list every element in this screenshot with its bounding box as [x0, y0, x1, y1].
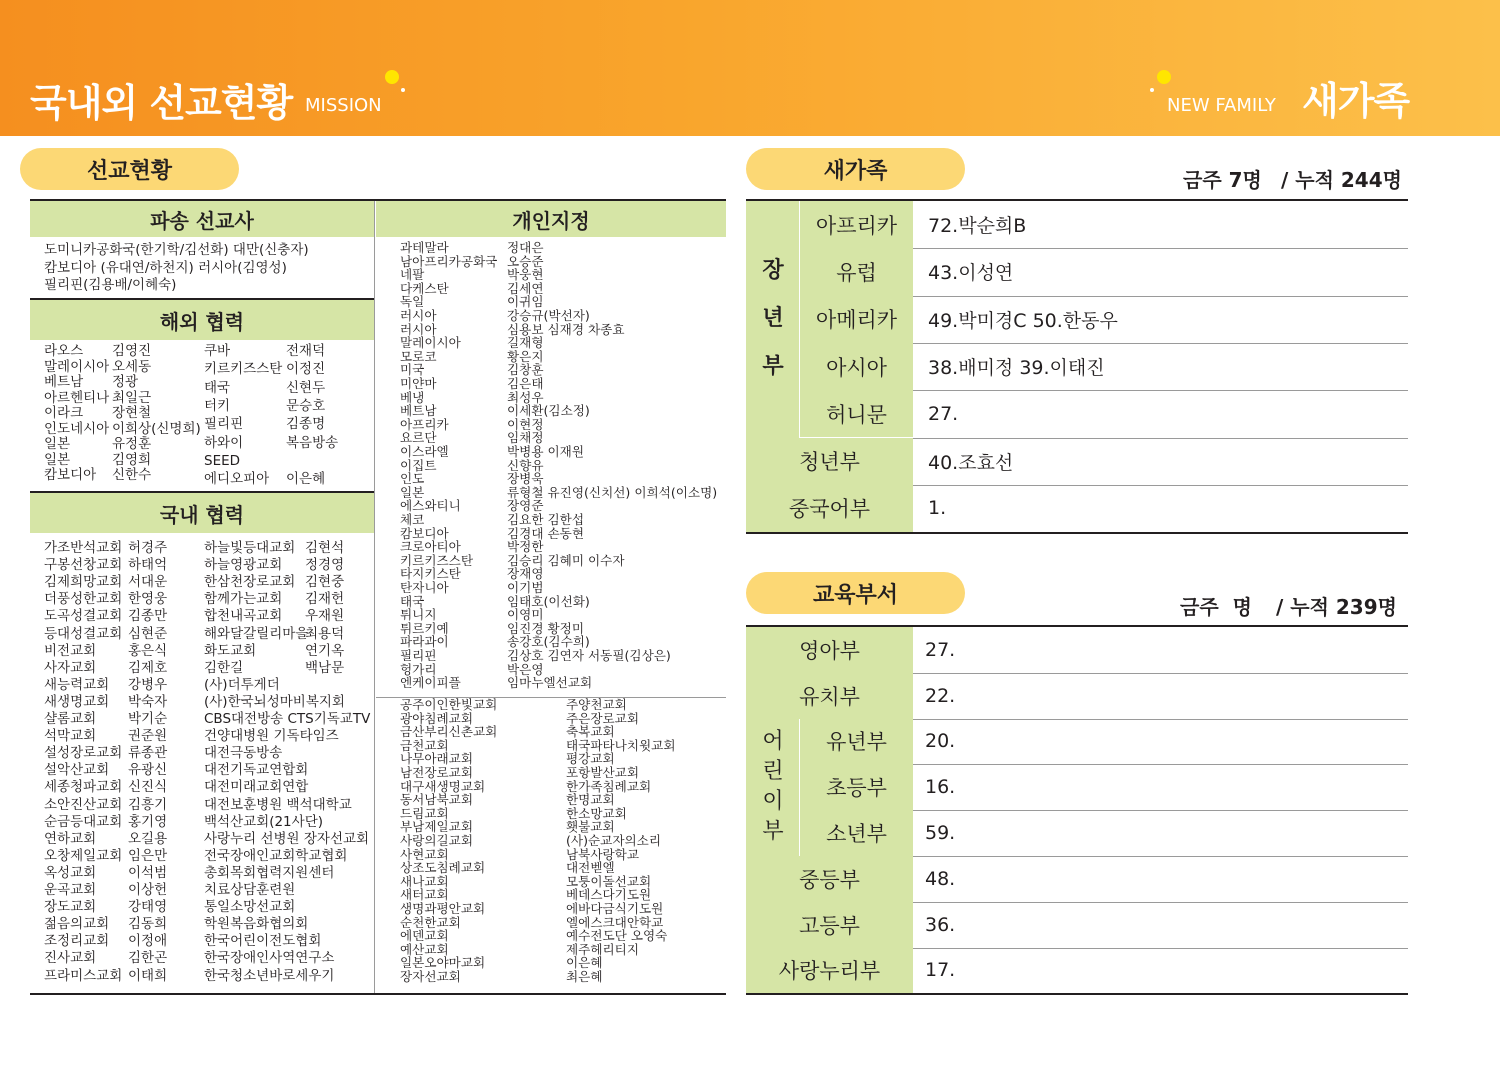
domestic-partner-person: 김현석 [305, 540, 345, 556]
personal-country: 탄자니아 [400, 580, 449, 595]
personal-missionary: 김경대 손동현 [507, 525, 584, 541]
domestic-partner: 함께가는교회 [204, 591, 283, 608]
personal-missionary: 임마누엘선교회 [507, 675, 593, 691]
education-row-label: 소년부 [800, 810, 913, 856]
domestic-partner: (사)한국뇌성마비복지회 [204, 693, 345, 710]
education-row-divider [913, 948, 1408, 949]
personal-missionary: 오승준 [507, 253, 544, 269]
personal-missionary: 이영미 [507, 607, 544, 623]
overseas-person: 문승호 [286, 397, 326, 414]
domestic-church: 새능력교회 [44, 676, 110, 693]
domestic-person: 홍기영 [128, 813, 168, 830]
personal-missionary: 김승리 김혜미 이수자 [507, 552, 625, 568]
personal-missionary: 이현정 [507, 416, 544, 432]
domestic-partner: 대전기독교연합회 [204, 762, 309, 779]
church-name: 동서남북교회 [400, 792, 473, 808]
domestic-church: 세종청파교회 [44, 779, 123, 796]
personal-country: 크로아티아 [400, 539, 461, 555]
overseas-country: 베트남 [44, 374, 84, 390]
new-family-row-label: 유럽 [800, 248, 913, 295]
overseas-person: 유정훈 [112, 436, 152, 452]
sent-missionary-line: 필리핀(김용배/이혜숙) [44, 277, 177, 293]
church-name: 예산교회 [400, 941, 449, 957]
domestic-church: 소안진산교회 [44, 796, 123, 813]
mission-bottom-rule [30, 993, 726, 995]
personal-country: 말레이시아 [400, 335, 461, 351]
education-row-value: 17. [925, 959, 956, 982]
domestic-person: 이정애 [128, 933, 168, 950]
personal-country: 헝가리 [400, 661, 437, 677]
personal-country: 이집트 [400, 457, 437, 473]
church-name: 평강교회 [566, 751, 615, 767]
education-row-label: 영아부 [746, 627, 913, 673]
overseas-person: 이은혜 [286, 471, 326, 488]
church-name: 대구새생명교회 [400, 778, 486, 794]
domestic-partner: 전국장애인교회학교협회 [204, 847, 348, 864]
personal-missionary: 신향유 [507, 457, 544, 473]
domestic-person: 이석범 [128, 864, 168, 881]
new-family-row-value: 40.조효선 [928, 451, 1014, 474]
domestic-church: 설성장로교회 [44, 745, 123, 762]
domestic-partner: 총회목회협력지원센터 [204, 864, 335, 881]
personal-country: 일본 [400, 484, 425, 500]
personal-designation-header: 개인지정 [376, 201, 726, 237]
church-name: 엘에스크대안학교 [566, 914, 664, 930]
education-row-label: 초등부 [800, 764, 913, 810]
domestic-church: 사자교회 [44, 659, 97, 676]
personal-country: 키르키즈스탄 [400, 552, 473, 568]
domestic-partner: 하늘영광교회 [204, 557, 283, 574]
domestic-person: 한영웅 [128, 591, 168, 608]
overseas-country: SEED [204, 452, 241, 469]
church-name: 장자선교회 [400, 969, 461, 984]
church-name: 광야침례교회 [400, 710, 473, 726]
new-family-row-value: 38.배미정 39.이태진 [928, 357, 1105, 380]
domestic-partner-person: 백남문 [305, 659, 345, 676]
education-row-value: 20. [925, 730, 956, 753]
domestic-person: 김동희 [128, 916, 168, 933]
education-row-divider [913, 810, 1408, 811]
domestic-church: 장도교회 [44, 899, 97, 916]
education-row-divider [913, 673, 1408, 674]
domestic-partner: 대전미래교회연합 [204, 779, 309, 796]
church-name: 제주헤리티지 [566, 941, 639, 957]
domestic-church: 진사교회 [44, 950, 97, 967]
personal-missionary: 장병욱 [507, 471, 544, 487]
domestic-church: 조정리교회 [44, 933, 110, 950]
domestic-partner: 건양대병원 기독타임즈 [204, 728, 339, 745]
personal-country: 파라과이 [400, 634, 449, 650]
overseas-country: 하와이 [204, 434, 244, 451]
overseas-country: 필리핀 [204, 416, 244, 433]
domestic-partner: 통일소망선교회 [204, 899, 296, 916]
personal-country: 타지키스탄 [400, 566, 461, 582]
church-name: 나무아래교회 [400, 751, 473, 767]
new-family-row-value: 49.박미경C 50.한동우 [928, 309, 1118, 332]
personal-country: 모로코 [400, 348, 437, 364]
personal-country: 튀니지 [400, 607, 437, 623]
personal-missionary: 임태호(이선화) [507, 593, 590, 609]
domestic-person: 강병우 [128, 676, 168, 693]
domestic-partner: 백석산교회(21사단) [204, 813, 323, 830]
church-name: 최은혜 [566, 969, 603, 984]
domestic-partner: 해와달갈릴리마을 [204, 625, 309, 642]
mission-column-divider [374, 201, 375, 993]
domestic-church: 프라미스교회 [44, 967, 123, 984]
church-name: 드림교회 [400, 805, 449, 821]
domestic-church: 운곡교회 [44, 882, 97, 898]
personal-missionary: 임진경 황정미 [507, 620, 584, 636]
overseas-person: 전재덕 [286, 343, 326, 359]
overseas-country: 태국 [204, 379, 231, 396]
personal-missionary: 이기범 [507, 580, 544, 595]
domestic-church: 도곡성결교회 [44, 608, 123, 625]
overseas-country: 에디오피아 [204, 471, 270, 488]
decor-dot-right-icon [1157, 70, 1171, 84]
domestic-partner: 사랑누리 선병원 장자선교회 [204, 830, 370, 847]
domestic-church: 순금등대교회 [44, 813, 123, 830]
mission-en-label: MISSION [305, 95, 382, 116]
new-family-row-value: 1. [928, 497, 947, 520]
church-name: 금산부리신촌교회 [400, 724, 498, 740]
church-name: 대전벧엘 [566, 860, 615, 876]
church-name: 축복교회 [566, 724, 615, 740]
personal-missionary: 이세환(김소정) [507, 403, 590, 419]
new-family-total-count: / 누적 244명 [1281, 168, 1402, 192]
church-name: 공주이인한빛교회 [400, 697, 498, 712]
education-row-value: 59. [925, 822, 956, 845]
domestic-partner: 대전극동방송 [204, 745, 283, 762]
education-row-divider [913, 764, 1408, 765]
overseas-person: 김종명 [286, 416, 326, 433]
church-name: 모퉁이돌선교회 [566, 873, 652, 889]
domestic-person: 이상헌 [128, 882, 168, 898]
personal-missionary: 박정한 [507, 539, 544, 555]
domestic-partner: CBS대전방송 CTS기독교TV [204, 711, 371, 727]
personal-missionary: 김세연 [507, 280, 544, 296]
domestic-person: 권준원 [128, 728, 168, 745]
personal-country: 독일 [400, 294, 425, 310]
sent-missionary-line: 도미니카공화국(한기학/김선화) 대만(신충자) [44, 242, 309, 258]
personal-missionary: 길재형 [507, 335, 544, 351]
personal-missionary: 김요한 김한섭 [507, 512, 584, 527]
domestic-partner-person: 연기옥 [305, 642, 345, 659]
new-family-row-label: 허니문 [800, 390, 913, 437]
personal-country: 태국 [400, 593, 425, 609]
domestic-person: 허경주 [128, 540, 168, 556]
decor-dot-icon [385, 70, 399, 84]
domestic-church: 비전교회 [44, 642, 97, 659]
domestic-partner: 하늘빛등대교회 [204, 540, 296, 556]
domestic-church: 등대성결교회 [44, 625, 123, 642]
decor-dot-right-small-icon [1150, 88, 1154, 92]
church-name: 포항발산교회 [566, 765, 639, 780]
personal-missionary: 황은지 [507, 348, 544, 364]
church-name: 이은혜 [566, 955, 603, 971]
domestic-partner-person: 김재헌 [305, 591, 345, 608]
church-name: 금천교회 [400, 737, 449, 753]
domestic-partner: 대전보훈병원 백석대학교 [204, 796, 352, 813]
church-name: (사)순교자의소리 [566, 833, 661, 848]
new-family-section-pill: 새가족 [746, 148, 965, 190]
mission-section-pill: 선교현황 [20, 148, 239, 190]
church-name: 한가족침례교회 [566, 778, 652, 794]
education-row-value: 16. [925, 776, 956, 799]
personal-country: 에스와티니 [400, 498, 461, 514]
overseas-person: 정광 [112, 374, 139, 390]
personal-country: 러시아 [400, 321, 437, 337]
education-week-count: 금주 명 [1180, 595, 1252, 619]
personal-country: 미국 [400, 362, 425, 378]
education-row-divider [913, 856, 1408, 857]
personal-missionary: 임채정 [507, 430, 544, 446]
domestic-partner: 한국청소년바로세우기 [204, 967, 335, 984]
education-row-label: 중등부 [746, 856, 913, 902]
personal-missionary: 류형철 유진영(신치선) 이희석(이소명) [507, 484, 718, 500]
domestic-person: 오길용 [128, 830, 168, 847]
overseas-country: 이라크 [44, 405, 84, 421]
decor-dot-small-icon [401, 88, 405, 92]
domestic-person: 박숙자 [128, 693, 168, 710]
personal-country: 남아프리카공화국 [400, 253, 498, 269]
new-family-row-divider [913, 485, 1408, 486]
new-family-row-divider [913, 390, 1408, 391]
domestic-partner: 한국장애인사역연구소 [204, 950, 335, 967]
education-bottom-rule [746, 993, 1408, 995]
personal-missionary: 장재영 [507, 566, 544, 582]
new-family-row-value: 27. [928, 402, 959, 425]
personal-country: 체코 [400, 512, 425, 527]
personal-missionary: 심용보 심재경 차종효 [507, 321, 625, 337]
overseas-person: 신현두 [286, 379, 326, 396]
personal-country: 과테말라 [400, 240, 449, 255]
overseas-person: 이희상(신명희) [112, 420, 201, 437]
domestic-person: 임은만 [128, 847, 168, 864]
education-row-value: 36. [925, 913, 956, 936]
domestic-church: 오창제일교회 [44, 847, 123, 864]
new-family-row-value: 43.이성연 [928, 262, 1014, 285]
personal-missionary: 정대은 [507, 240, 544, 255]
new-family-week-count: 금주 7명 [1183, 168, 1262, 192]
domestic-church: 구봉선창교회 [44, 557, 123, 574]
education-row-divider [913, 902, 1408, 903]
overseas-person: 최일근 [112, 389, 152, 406]
personal-missionary: 최성우 [507, 389, 544, 405]
domestic-church: 더풍성한교회 [44, 591, 123, 608]
domestic-person: 이태희 [128, 967, 168, 984]
overseas-country: 라오스 [44, 343, 84, 359]
domestic-person: 하태억 [128, 557, 168, 574]
domestic-person: 김종만 [128, 608, 168, 625]
domestic-partner-person: 최용덕 [305, 625, 345, 642]
sent-missionaries-header: 파송 선교사 [30, 201, 374, 237]
domestic-person: 강태영 [128, 899, 168, 916]
domestic-church: 샬롬교회 [44, 711, 97, 727]
church-name: 남전장로교회 [400, 765, 473, 780]
church-name: 순천한교회 [400, 914, 461, 930]
domestic-church: 연하교회 [44, 830, 97, 847]
new-family-bottom-rule [746, 532, 1408, 534]
church-name: 한소망교회 [566, 805, 627, 821]
personal-missionary: 송강호(김수희) [507, 634, 590, 650]
personal-country: 네팔 [400, 267, 425, 283]
domestic-church: 새생명교회 [44, 693, 110, 710]
domestic-church: 김제희망교회 [44, 574, 123, 591]
church-name: 예수전도단 오영숙 [566, 928, 668, 944]
education-row-divider [913, 719, 1408, 720]
personal-missionary: 박은영 [507, 661, 544, 677]
personal-country: 베냉 [400, 389, 425, 405]
personal-country: 인도 [400, 471, 425, 487]
church-name: 주은장로교회 [566, 710, 639, 726]
overseas-person: 복음방송 [286, 434, 339, 451]
domestic-partner-person: 우재원 [305, 608, 345, 625]
overseas-country: 일본 [44, 451, 71, 468]
personal-country: 요르단 [400, 430, 437, 446]
personal-country: 엔케이피플 [400, 675, 461, 691]
overseas-country: 일본 [44, 436, 71, 452]
education-row-label: 유치부 [746, 673, 913, 719]
church-name: 부남제일교회 [400, 819, 473, 835]
personal-missionary: 김창훈 [507, 362, 544, 378]
church-name: 에덴교회 [400, 928, 449, 944]
new-family-row-label: 아프리카 [800, 201, 913, 248]
page-title: 국내외 선교현황 [30, 81, 293, 125]
education-row-value: 48. [925, 867, 956, 890]
overseas-country: 쿠바 [204, 343, 231, 359]
overseas-country: 터키 [204, 397, 231, 414]
domestic-partner: (사)더투게더 [204, 676, 280, 693]
personal-country: 필리핀 [400, 648, 437, 663]
new-family-row-value: 72.박순희B [928, 215, 1027, 238]
personal-country: 미얀마 [400, 376, 437, 391]
domestic-church: 옥성교회 [44, 864, 97, 881]
domestic-person: 김제호 [128, 659, 168, 676]
church-name: 생명과평안교회 [400, 901, 486, 916]
education-row-value: 27. [925, 638, 956, 661]
domestic-partner: 한삼천장로교회 [204, 574, 296, 591]
personal-missionary: 강승규(박선자) [507, 308, 590, 323]
domestic-partner: 김한길 [204, 659, 244, 676]
church-name: 에바다금식기도원 [566, 901, 664, 916]
church-name: 횃불교회 [566, 819, 615, 835]
education-row-label: 유년부 [800, 719, 913, 765]
personal-missionary: 김은태 [507, 376, 544, 391]
church-name: 태국파타나치윗교회 [566, 737, 676, 753]
church-name: 새나교회 [400, 873, 449, 889]
domestic-partner: 합천내곡교회 [204, 608, 283, 625]
new-family-row-label: 중국어부 [746, 485, 913, 532]
personal-missionary: 박웅현 [507, 267, 544, 283]
overseas-country: 캄보디아 [44, 467, 97, 483]
domestic-person: 신진식 [128, 779, 168, 796]
domestic-partner: 학원복음화협의회 [204, 916, 309, 933]
church-name: 새터교회 [400, 887, 449, 903]
church-name: 주양천교회 [566, 697, 627, 712]
church-name: 한명교회 [566, 792, 615, 808]
education-row-label: 사랑누리부 [746, 948, 913, 994]
domestic-partner-person: 정경영 [305, 557, 345, 574]
church-name: 사랑의길교회 [400, 833, 473, 848]
overseas-person: 김영희 [112, 451, 152, 468]
church-name: 일본오야마교회 [400, 955, 486, 971]
church-name: 베데스다기도원 [566, 887, 652, 903]
children-group-label: 어 린 이 부 [762, 729, 784, 845]
overseas-person: 김영진 [112, 343, 152, 359]
overseas-country: 아르헨티나 [44, 389, 110, 406]
domestic-church: 설악산교회 [44, 762, 110, 779]
domestic-person: 김흥기 [128, 796, 168, 813]
overseas-person: 신한수 [112, 467, 152, 483]
church-name: 상조도침례교회 [400, 860, 486, 876]
personal-country: 러시아 [400, 308, 437, 323]
overseas-person: 오세동 [112, 358, 152, 375]
adult-group-label: 장 년 부 [762, 258, 784, 380]
overseas-cooperation-header: 해외 협력 [30, 300, 374, 340]
church-name: 사현교회 [400, 846, 449, 862]
new-family-title: 새가족 [1302, 79, 1410, 123]
sent-missionary-line: 캄보디아 (유대연/하천지) 러시아(김영성) [44, 259, 287, 276]
personal-country: 튀르키예 [400, 620, 449, 636]
domestic-partner: 화도교회 [204, 642, 257, 659]
new-family-row-label: 청년부 [746, 438, 913, 485]
domestic-cooperation-header: 국내 협력 [30, 493, 374, 533]
domestic-person: 심현준 [128, 625, 168, 642]
overseas-country: 인도네시아 [44, 420, 110, 437]
new-family-en-label: NEW FAMILY [1167, 95, 1276, 116]
domestic-church: 가조반석교회 [44, 540, 123, 556]
personal-missionary: 박병용 이재원 [507, 444, 584, 459]
personal-country: 베트남 [400, 403, 437, 419]
personal-country: 캄보디아 [400, 525, 449, 541]
new-family-row-label: 아시아 [800, 343, 913, 390]
personal-country: 이스라엘 [400, 444, 449, 459]
personal-missionary: 김상호 김연자 서동필(김상은) [507, 648, 671, 663]
domestic-person: 김한곤 [128, 950, 168, 967]
domestic-person: 유광신 [128, 762, 168, 779]
domestic-partner-person: 김현중 [305, 574, 345, 591]
domestic-person: 서대운 [128, 574, 168, 591]
new-family-row-label: 아메리카 [800, 296, 913, 343]
domestic-church: 석막교회 [44, 728, 97, 745]
personal-missionary: 장영준 [507, 498, 544, 514]
domestic-partner: 치료상담훈련원 [204, 882, 296, 898]
domestic-person: 박기순 [128, 711, 168, 727]
overseas-country: 키르키즈스탄 [204, 361, 283, 378]
domestic-person: 홍은식 [128, 642, 168, 659]
overseas-person: 이정진 [286, 361, 326, 378]
education-total-count: / 누적 239명 [1276, 595, 1397, 619]
church-name: 남북사랑학교 [566, 846, 639, 862]
education-row-value: 22. [925, 684, 956, 707]
education-row-label: 고등부 [746, 902, 913, 948]
domestic-partner: 한국어린이전도협회 [204, 933, 322, 950]
personal-country: 다케스탄 [400, 280, 449, 296]
overseas-country: 말레이시아 [44, 358, 110, 375]
education-section-pill: 교육부서 [746, 572, 965, 614]
personal-missionary: 이귀임 [507, 294, 544, 310]
overseas-person: 장현철 [112, 405, 152, 421]
domestic-person: 류종관 [128, 745, 168, 762]
personal-country: 아프리카 [400, 416, 449, 432]
domestic-church: 젊음의교회 [44, 916, 110, 933]
